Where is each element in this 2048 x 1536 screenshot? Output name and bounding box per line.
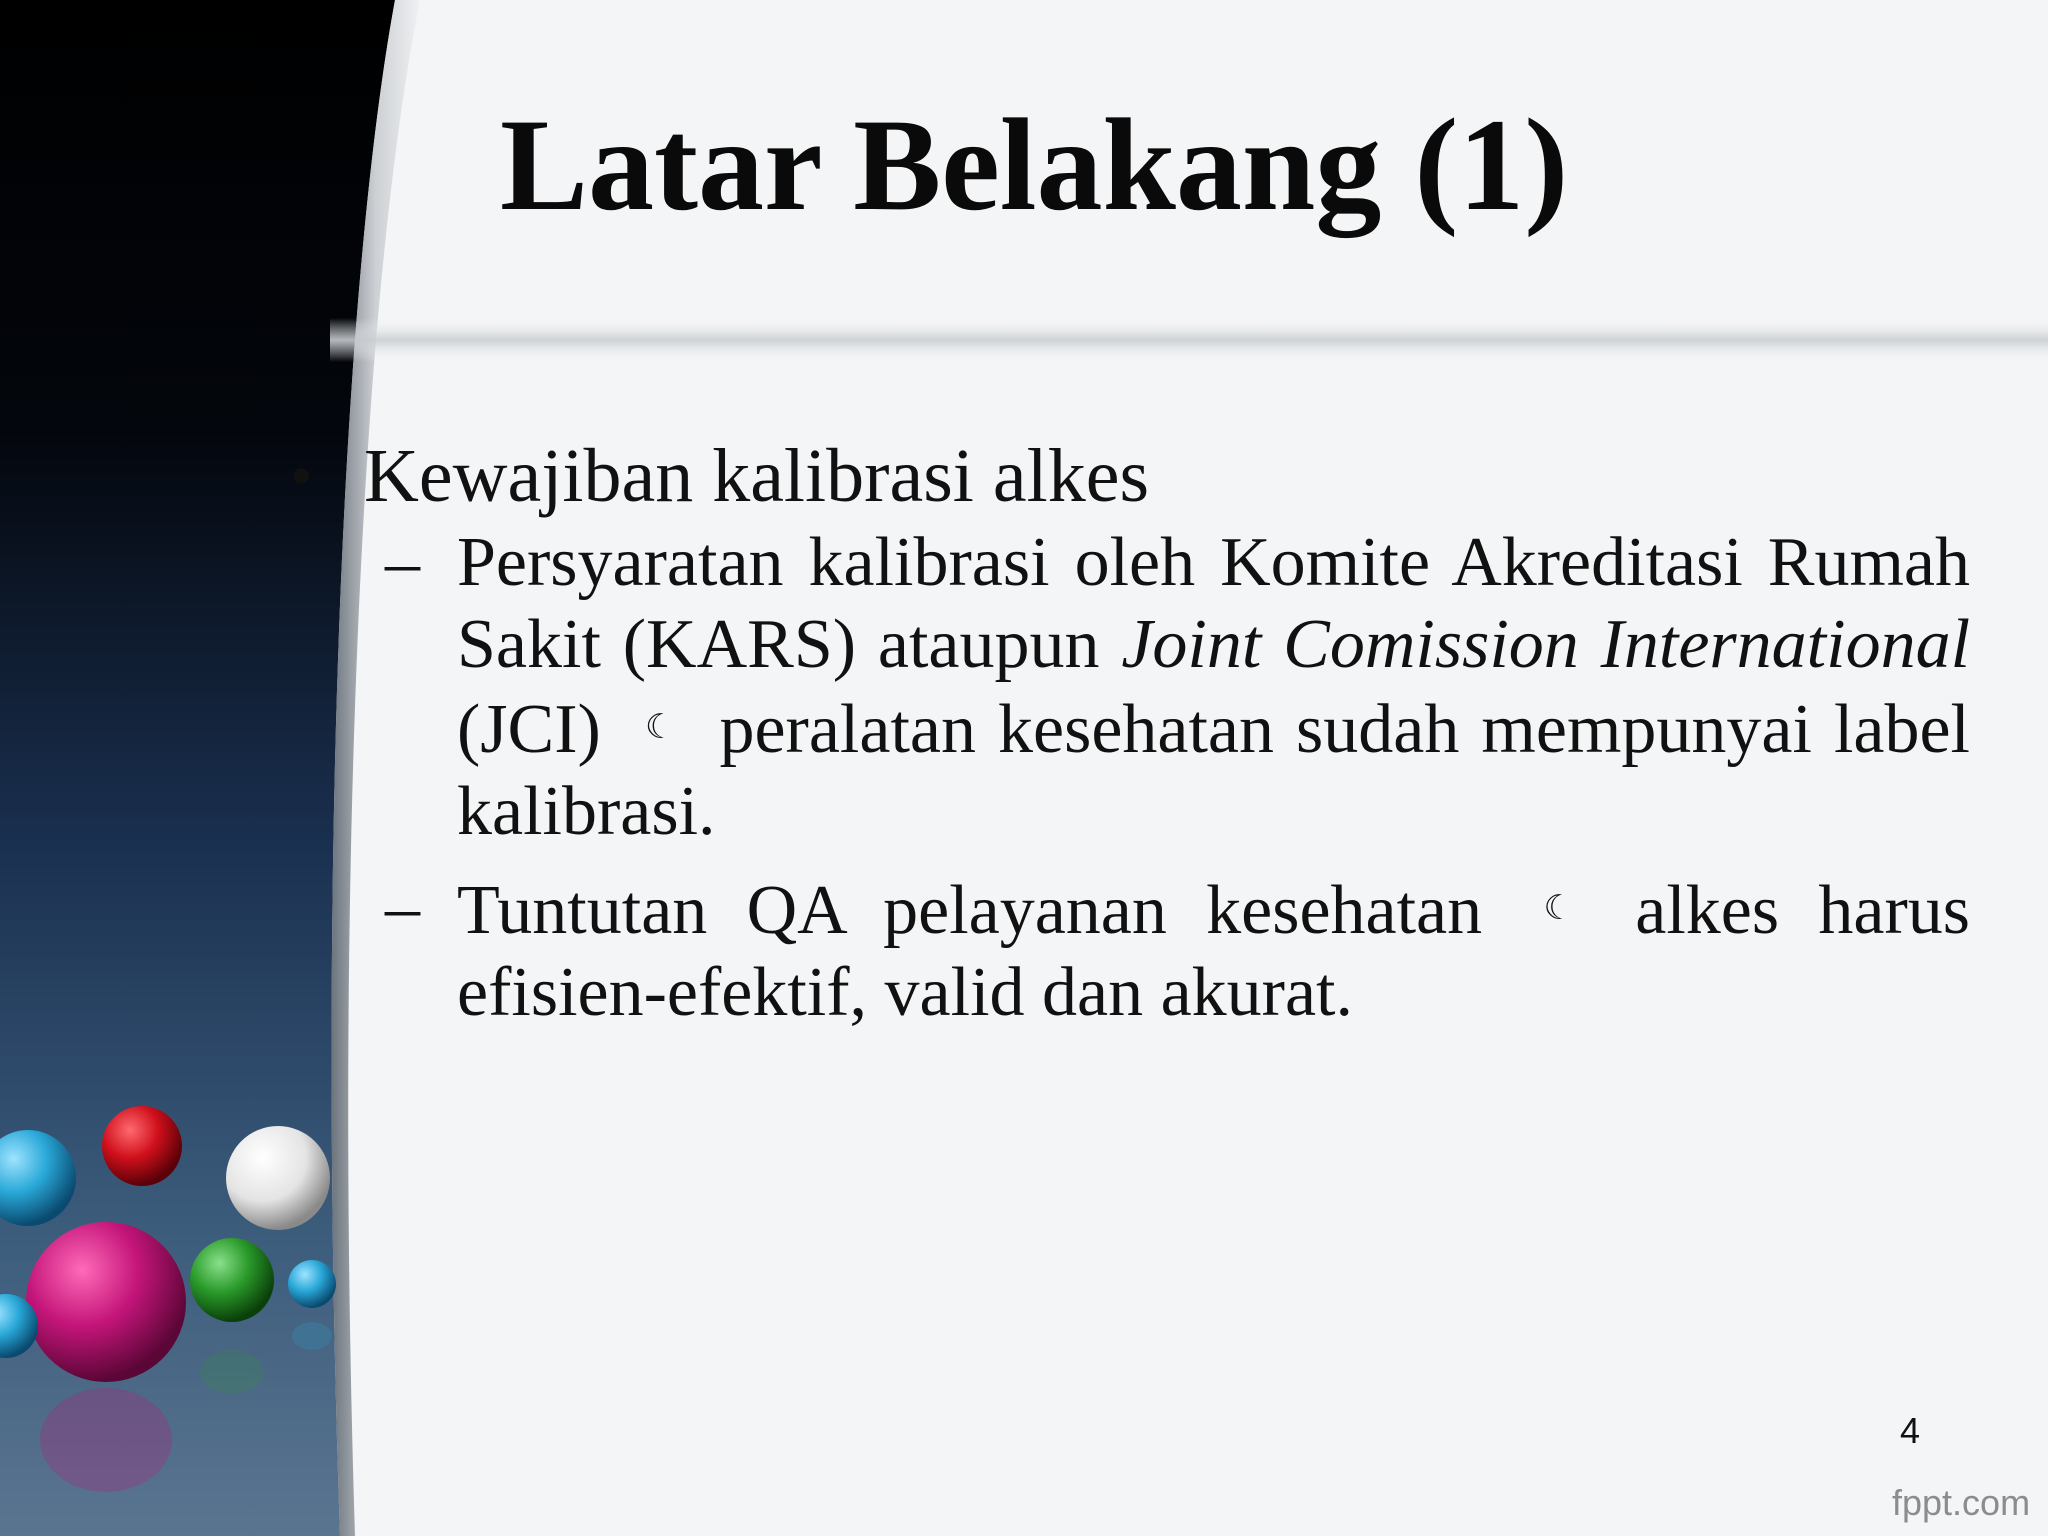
bullet-text: Kewajiban kalibrasi alkes xyxy=(364,434,1150,518)
page-number: 4 xyxy=(1900,1410,1921,1451)
slide-content xyxy=(290,430,1970,1034)
sub-item-requirements xyxy=(385,522,1970,853)
slide-title: Latar Belakang (1) xyxy=(500,91,1569,238)
sub-item-text: Tuntutan QA pelayanan kesehatan xyxy=(457,872,1483,949)
sub-item-italic-text: Joint Comission International xyxy=(1121,606,1971,683)
bullet-icon: • xyxy=(290,440,313,511)
sub-item-qa xyxy=(385,867,1970,1034)
arrow-symbol-icon: ☾ xyxy=(1543,888,1574,928)
brand-watermark: fppt.com xyxy=(1892,1482,2031,1523)
sub-item-text: peralatan kesehatan sudah mempunyai label kalibrasi. xyxy=(457,691,1971,850)
sub-item-text: (JCI) xyxy=(457,691,601,768)
sub-item-text: Persyaratan kalibrasi oleh Komite Akreditasi Rumah Sakit (KARS) ataupun xyxy=(457,524,1970,683)
sub-item-text: alkes harus efisien-efektif, valid dan akurat. xyxy=(457,872,1971,1031)
dash-icon: – xyxy=(385,869,420,946)
arrow-symbol-icon: ☾ xyxy=(644,707,676,747)
bullet-item xyxy=(290,430,1970,522)
dash-icon: – xyxy=(385,524,420,601)
